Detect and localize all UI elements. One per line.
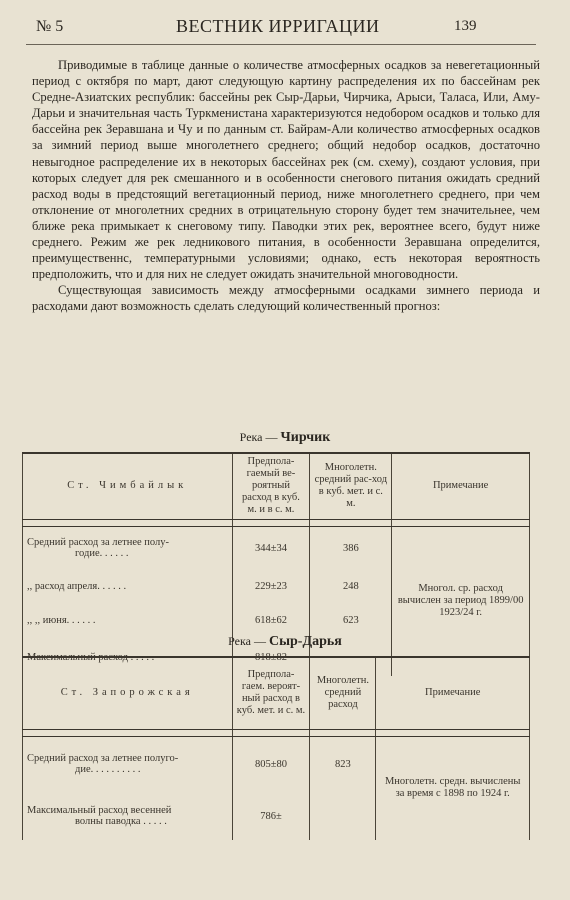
- expected-value: 344±34: [232, 526, 310, 570]
- row-label: Средний расход за летнее полуго- дие. . . . . . . . . .: [23, 736, 233, 792]
- mean-value: —: [310, 638, 392, 676]
- row-label: ,, ,, июня. . . . . .: [23, 602, 233, 638]
- table2-note: Многолетн. средн. вычислены за время с 1898 по 1924 г.: [376, 736, 530, 840]
- table1-header-mean: Многолетн. средний рас-ход в куб. мет. и с. м.: [310, 453, 392, 519]
- table-row: [23, 526, 530, 570]
- table2-river-name: Сыр-Дарья: [268, 634, 342, 649]
- table2-title: [0, 634, 570, 650]
- table2-syr-darya: [22, 656, 530, 840]
- table1-title-prefix: Река —: [239, 430, 278, 444]
- table2-header-mean: Многолетн. средний расход: [310, 657, 376, 729]
- mean-value: [310, 792, 376, 840]
- mean-value: 623: [310, 602, 392, 638]
- page-number: 139: [454, 18, 477, 34]
- table1-header-expected: Предпола-гаемый ве-роятный расход в куб. м. и в с. м.: [232, 453, 310, 519]
- mean-value: 823: [310, 736, 376, 792]
- running-head: [0, 16, 570, 38]
- table2-header-expected: Предпола-гаем. вероят-ный расход в куб. мет. и с. м.: [232, 657, 310, 729]
- issue-number: № 5: [36, 18, 64, 35]
- expected-value: 805±80: [232, 736, 310, 792]
- journal-title: ВЕСТНИК ИРРИГАЦИИ: [176, 16, 380, 36]
- row-label: Средний расход за летнее полу- годие. . . . . .: [23, 526, 233, 570]
- body-text: [32, 57, 540, 315]
- expected-value: 786±: [232, 792, 310, 840]
- table1-header-note: Примечание: [392, 453, 530, 519]
- expected-value: 818±82: [232, 638, 310, 676]
- paragraph-2: Существующая зависимость между атмосферными осадками зимнего периода и расходами дают возможность сделать следующий количественный прогноз:: [32, 283, 540, 314]
- table1-river-name: Чирчик: [280, 430, 331, 445]
- table-row: [23, 736, 530, 792]
- table2-header-station: Ст. Запорожская: [23, 657, 233, 729]
- row-label: Максимальный расход весенней волны паводка . . . . .: [23, 792, 233, 840]
- table1-title: [0, 430, 570, 446]
- table2-header-note: Примечание: [376, 657, 530, 729]
- table2-title-prefix: Река —: [228, 634, 266, 648]
- mean-value: 386: [310, 526, 392, 570]
- paragraph-1: Приводимые в таблице данные о количестве атмосферных осадков за невегетационный период с октября по март, дают следующую картину распределения их по бассейнам рек Средне-Азиатских республик: бассейны рек Сыр-Дарьи, Чирчика, Арыси, Таласа, Или, Аму-Дарьи и значительная часть Туркменистана характеризуются недобором осадков и только для бассейна рек Зеравшана и Чу и по данным ст. Байрам-Али количество атмосферных осадков за зимний период выше многолетнего среднего; общий недобор осадков, достаточно невыгодное распределение их в некоторых бассейнах рек (см. схему), создают условия, при которых следует для рек смешанного и в особенности снегового питания ожидать средний расход воды в предстоящий вегетационный период, ниже многолетнего среднего, при чем отклонение от многолетних средних в отрицательную сторону будет тем значительнее, чем ближе река примыкает к снеговому типу. Паводки этих рек, вероятнее всего, будут ниже среднего. Режим же рек ледникового питания, в особенности Зеравшана определится, преимущественнс, температурными условиями; однако, есть некоторая вероятность предположить, что и для них не следует ожидать значительной многоводности.: [32, 58, 540, 282]
- table1-note: Многол. ср. расход вычислен за период 1899/00 1923/24 г.: [392, 526, 530, 676]
- header-divider: [26, 44, 536, 45]
- row-label: ,, расход апреля. . . . . .: [23, 570, 233, 602]
- table1-header-station: Ст. Чимбайлык: [23, 453, 233, 519]
- row-label: Максимальный расход . . . . .: [23, 638, 233, 676]
- expected-value: 618±62: [232, 602, 310, 638]
- expected-value: 229±23: [232, 570, 310, 602]
- mean-value: 248: [310, 570, 392, 602]
